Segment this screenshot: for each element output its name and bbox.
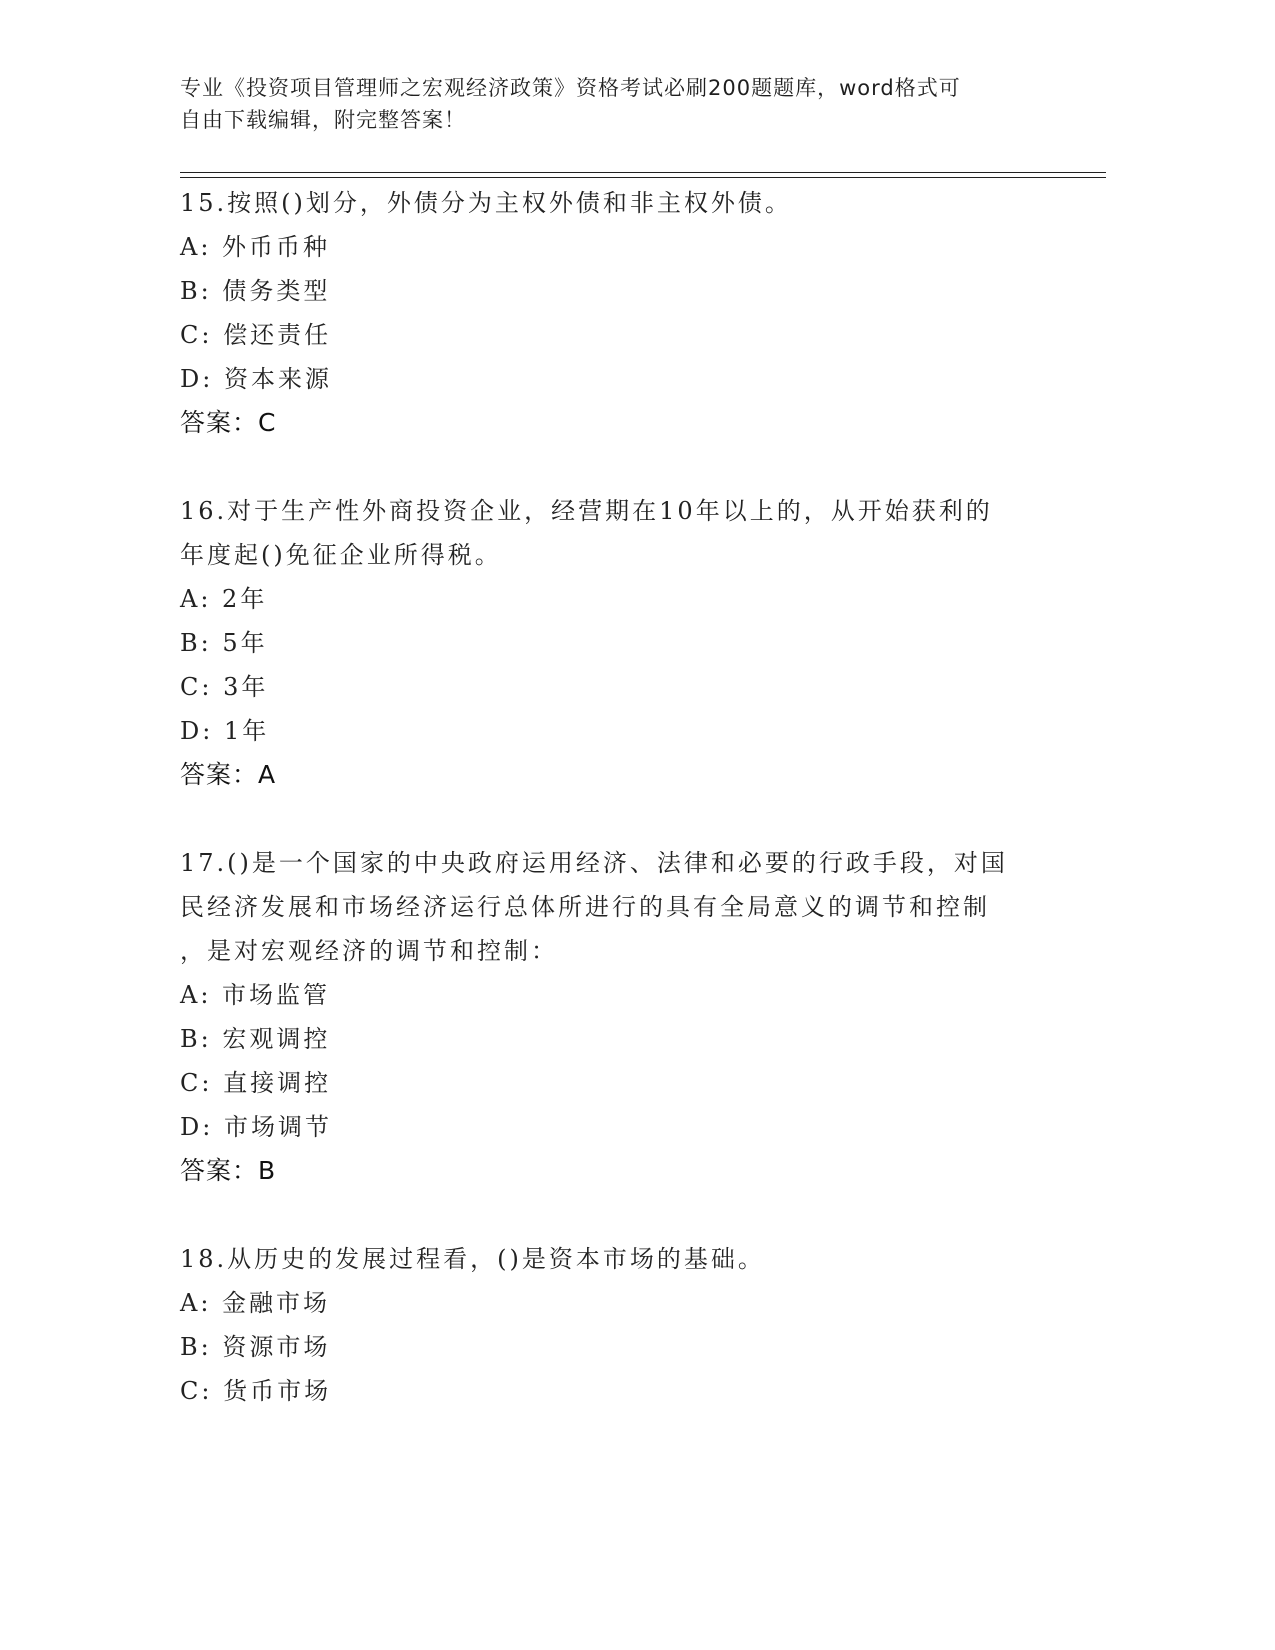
- question-15: [180, 181, 1060, 445]
- document-header: [180, 72, 1060, 136]
- option-c: C: 偿还责任: [180, 321, 332, 349]
- answer: 答案：B: [180, 1156, 277, 1185]
- header-rule-bottom: [180, 177, 1106, 178]
- question-stem: ，是对宏观经济的调节和控制：: [180, 937, 558, 965]
- header-line-2: 自由下载编辑，附完整答案！: [180, 108, 466, 132]
- option-b: B: 资源市场: [180, 1333, 331, 1361]
- option-c: C: 3年: [180, 673, 269, 701]
- question-18: [180, 1237, 1060, 1413]
- option-a: A: 外币币种: [180, 233, 331, 261]
- question-stem: 年度起()免征企业所得税。: [180, 541, 502, 569]
- question-stem: 民经济发展和市场经济运行总体所进行的具有全局意义的调节和控制: [180, 893, 990, 921]
- header-line-1: 专业《投资项目管理师之宏观经济政策》资格考试必刷200题题库，word格式可: [180, 76, 961, 100]
- option-d: D: 资本来源: [180, 365, 332, 393]
- option-a: A: 市场监管: [180, 981, 331, 1009]
- question-stem: 15.按照()划分，外债分为主权外债和非主权外债。: [180, 189, 792, 217]
- question-16: [180, 489, 1060, 797]
- option-c: C: 货币市场: [180, 1377, 332, 1405]
- spacer: [180, 797, 1060, 841]
- question-stem: 17.()是一个国家的中央政府运用经济、法律和必要的行政手段，对国: [180, 849, 1008, 877]
- option-c: C: 直接调控: [180, 1069, 332, 1097]
- option-b: B: 债务类型: [180, 277, 331, 305]
- option-d: D: 1年: [180, 717, 270, 745]
- question-stem: 16.对于生产性外商投资企业，经营期在10年以上的，从开始获利的: [180, 497, 993, 525]
- option-b: B: 5年: [180, 629, 268, 657]
- option-a: A: 2年: [180, 585, 268, 613]
- answer: 答案：C: [180, 408, 277, 437]
- answer: 答案：A: [180, 760, 277, 789]
- question-list: [180, 181, 1060, 1413]
- option-d: D: 市场调节: [180, 1113, 332, 1141]
- option-b: B: 宏观调控: [180, 1025, 331, 1053]
- header-rule-top: [180, 172, 1106, 173]
- question-17: [180, 841, 1060, 1193]
- spacer: [180, 1193, 1060, 1237]
- spacer: [180, 445, 1060, 489]
- question-stem: 18.从历史的发展过程看，()是资本市场的基础。: [180, 1245, 765, 1273]
- option-a: A: 金融市场: [180, 1289, 331, 1317]
